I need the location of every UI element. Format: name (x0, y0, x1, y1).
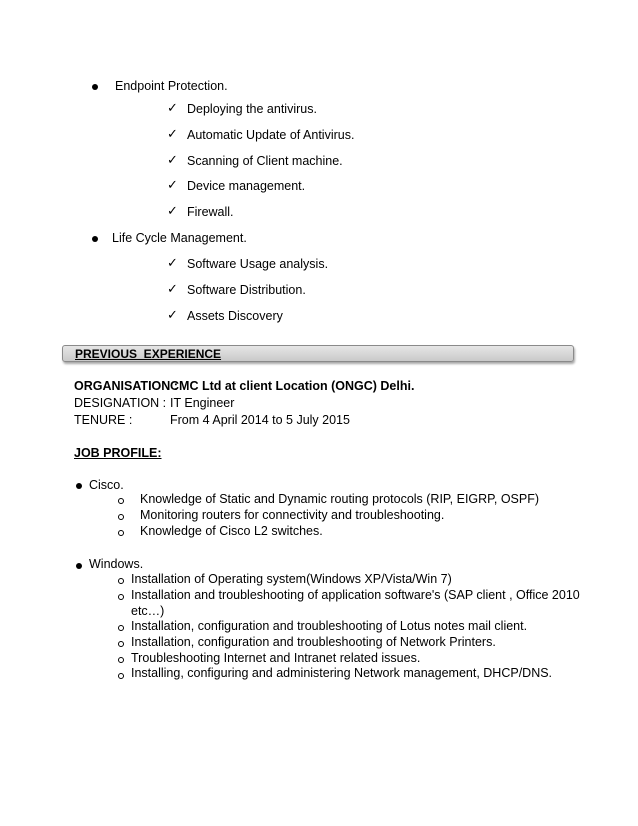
tenure-label: TENURE : (74, 413, 133, 427)
endpoint-protection-label: Endpoint Protection. (115, 79, 228, 93)
organisation-label: ORGANISATION : (74, 379, 178, 393)
circle-bullet-icon (118, 641, 124, 647)
windows-item: Installing, configuring and administering Network management, DHCP/DNS. (131, 666, 553, 680)
endpoint-item: Device management. (187, 179, 306, 193)
windows-item-continuation: etc…) (131, 604, 165, 618)
checkmark-icon: ✓ (167, 204, 178, 219)
lifecycle-item: Software Distribution. (187, 283, 306, 297)
lifecycle-item: Assets Discovery (187, 309, 283, 323)
circle-bullet-icon (118, 514, 124, 520)
designation-value: IT Engineer (170, 396, 235, 410)
endpoint-item: Firewall. (187, 205, 234, 219)
bullet-dot-icon (76, 483, 82, 489)
cisco-item: Knowledge of Cisco L2 switches. (140, 524, 323, 538)
checkmark-icon: ✓ (167, 256, 178, 271)
circle-bullet-icon (118, 594, 124, 600)
job-profile-heading: JOB PROFILE: (74, 446, 162, 460)
organisation-value: CMC Ltd at client Location (ONGC) Delhi. (170, 379, 415, 393)
endpoint-item: Automatic Update of Antivirus. (187, 128, 355, 142)
circle-bullet-icon (118, 625, 124, 631)
circle-bullet-icon (118, 498, 124, 504)
windows-item: Installation and troubleshooting of application software's (SAP client , Office 2010 (131, 588, 580, 602)
bullet-dot-icon (92, 236, 98, 242)
circle-bullet-icon (118, 673, 124, 679)
checkmark-icon: ✓ (167, 178, 178, 193)
checkmark-icon: ✓ (167, 308, 178, 323)
lifecycle-item: Software Usage analysis. (187, 257, 329, 271)
checkmark-icon: ✓ (167, 282, 178, 297)
endpoint-item: Scanning of Client machine. (187, 154, 343, 168)
checkmark-icon: ✓ (167, 101, 178, 116)
bullet-dot-icon (92, 84, 98, 90)
windows-item: Troubleshooting Internet and Intranet related issues. (131, 651, 421, 665)
circle-bullet-icon (118, 578, 124, 584)
lifecycle-label: Life Cycle Management. (112, 231, 247, 245)
windows-item: Installation, configuration and troubleshooting of Network Printers. (131, 635, 496, 649)
checkmark-icon: ✓ (167, 127, 178, 142)
bullet-dot-icon (76, 563, 82, 569)
windows-label: Windows. (89, 557, 144, 571)
cisco-item: Monitoring routers for connectivity and troubleshooting. (140, 508, 445, 522)
checkmark-icon: ✓ (167, 153, 178, 168)
circle-bullet-icon (118, 530, 124, 536)
windows-item: Installation, configuration and troubleshooting of Lotus notes mail client. (131, 619, 528, 633)
windows-item: Installation of Operating system(Windows XP/Vista/Win 7) (131, 572, 452, 586)
circle-bullet-icon (118, 657, 124, 663)
endpoint-item: Deploying the antivirus. (187, 102, 317, 116)
tenure-value: From 4 April 2014 to 5 July 2015 (170, 413, 350, 427)
cisco-label: Cisco. (89, 478, 124, 492)
section-title: PREVIOUS EXPERIENCE (75, 347, 222, 361)
section-header-bar (62, 345, 574, 362)
designation-label: DESIGNATION : (74, 396, 167, 410)
cisco-item: Knowledge of Static and Dynamic routing protocols (RIP, EIGRP, OSPF) (140, 492, 540, 506)
